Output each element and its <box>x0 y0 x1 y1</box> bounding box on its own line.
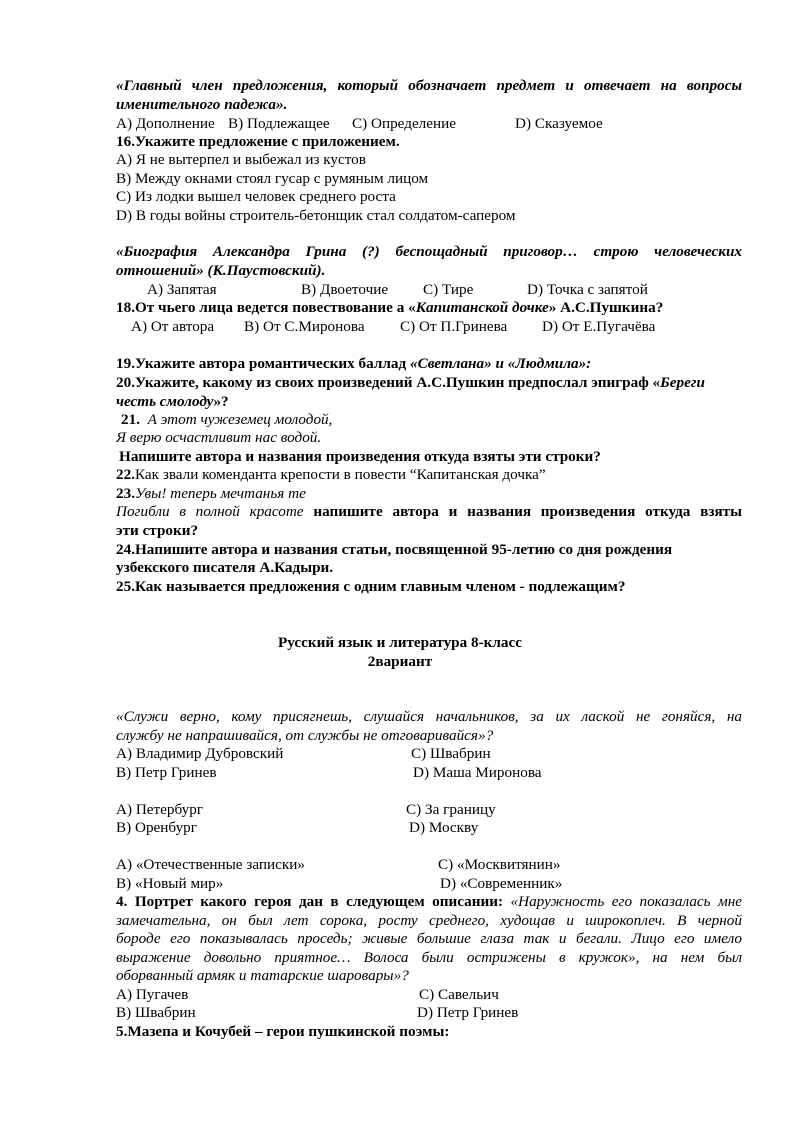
v2-q4-question: 4. Портрет какого героя дан в следующем описании: «Наружность его показалась мне <box>116 893 742 910</box>
q15-option-c: С) Определение <box>352 115 456 132</box>
q18-option-a: А) От автора <box>131 318 215 335</box>
q16-option-b: В) Между окнами стоял гусар с румяным лицом <box>116 170 429 187</box>
q15-option-b: В) Подлежащее <box>228 115 330 132</box>
q17-option-d: D) Точка с запятой <box>527 281 648 298</box>
q23-task-line-2: эти строки? <box>116 522 199 539</box>
q20-question-line-2: честь смолоду»? <box>116 393 229 410</box>
q16-option-a: А) Я не вытерпел и выбежал из кустов <box>116 151 366 168</box>
v2-q4-option-b: В) Швабрин <box>116 1004 196 1021</box>
q17-option-b: В) Двоеточие <box>301 281 389 298</box>
q17-text-line-2: отношений» (К.Паустовский). <box>116 262 326 279</box>
q21-verse-line-1: 21. А этот чужеземец молодой, <box>121 411 333 428</box>
q24-question-line-2: узбекского писателя А.Кадыри. <box>116 559 334 576</box>
v2-q1-text-line-2: службу не напрашивайся, от службы не отговаривайся»? <box>116 727 494 744</box>
q18-option-d: D) От Е.Пугачёва <box>542 318 656 335</box>
q19-question: 19.Укажите автора романтических баллад «Светлана» и «Людмила»: <box>116 355 592 372</box>
q15-option-a: А) Дополнение <box>116 115 215 132</box>
section-title: Русский язык и литература 8-класс <box>277 634 522 651</box>
q16-question: 16.Укажите предложение с приложением. <box>116 133 400 150</box>
v2-q1-option-c: С) Швабрин <box>411 745 491 762</box>
q17-text-line-1: «Биография Александра Грина (?) беспощадный приговор… строю человеческих <box>116 243 742 260</box>
v2-q3-option-c: С) «Москвитянин» <box>438 856 561 873</box>
variant-title: 2вариант <box>367 653 433 670</box>
v2-q2-option-a: А) Петербург <box>116 801 204 818</box>
q24-question-line-1: 24.Напишите автора и названия статьи, посвященной 95-летию со дня рождения <box>116 541 673 558</box>
q25-question: 25.Как называется предложения с одним главным членом - подлежащим? <box>116 578 626 595</box>
v2-q1-text-line-1: «Служи верно, кому присягнешь, слушайся начальников, за их лаской не гоняйся, на <box>116 708 742 725</box>
q17-option-a: А) Запятая <box>147 281 217 298</box>
v2-q1-option-b: В) Петр Гринев <box>116 764 217 781</box>
v2-q4-text-line-2: замечательна, он был лет сорока, росту среднего, худощав и широкоплеч. В черной <box>116 912 742 929</box>
q16-option-c: С) Из лодки вышел человек среднего роста <box>116 188 396 205</box>
q16-option-d: D) В годы войны строитель-бетонщик стал солдатом-сапером <box>116 207 516 224</box>
v2-q1-option-d: D) Маша Миронова <box>413 764 542 781</box>
v2-q4-option-d: D) Петр Гринев <box>417 1004 519 1021</box>
q21-verse-line-2: Я верю осчастливит нас водой. <box>116 429 322 446</box>
v2-q4-text-line-3: бороде его показывалась проседь; живые большие глаза так и бегали. Лицо его имело <box>116 930 742 947</box>
q23-verse-line-2: Погибли в полной красоте напишите автора и названия произведения откуда взяты <box>116 503 742 520</box>
v2-q1-option-a: А) Владимир Дубровский <box>116 745 284 762</box>
v2-q2-option-c: С) За границу <box>406 801 496 818</box>
q22-question: 22.Как звали коменданта крепости в повести “Капитанская дочка” <box>116 466 546 483</box>
q23-verse-line-1: 23.Увы! теперь мечтанья те <box>116 485 306 502</box>
v2-q4-text-line-4: выражение довольно приятное… Волоса были острижены в кружок», на нем был <box>116 949 742 966</box>
q18-option-c: С) От П.Гринева <box>400 318 508 335</box>
v2-q3-option-b: В) «Новый мир» <box>116 875 224 892</box>
v2-q3-option-d: D) «Современник» <box>440 875 563 892</box>
q18-option-b: В) От С.Миронова <box>244 318 365 335</box>
v2-q2-option-b: В) Оренбург <box>116 819 197 836</box>
q18-question: 18.От чьего лица ведется повествование а «Капитанской дочке» А.С.Пушкина? <box>116 299 664 316</box>
q15-text-line-1: «Главный член предложения, который обозначает предмет и отвечает на вопросы <box>116 77 742 94</box>
v2-q4-text-line-5: оборванный армяк и татарские шаровары»? <box>116 967 409 984</box>
v2-q4-option-a: А) Пугачев <box>116 986 189 1003</box>
v2-q5-question: 5.Мазепа и Кочубей – герои пушкинской поэмы: <box>116 1023 450 1040</box>
v2-q4-option-c: С) Савельич <box>419 986 499 1003</box>
q21-task: Напишите автора и названия произведения откуда взяты эти строки? <box>119 448 601 465</box>
q20-question-line-1: 20.Укажите, какому из своих произведений А.С.Пушкин предпослал эпиграф «Береги <box>116 374 705 391</box>
q17-option-c: С) Тире <box>423 281 474 298</box>
v2-q2-option-d: D) Москву <box>409 819 479 836</box>
q15-text-line-2: именительного падежа». <box>116 96 288 113</box>
q15-option-d: D) Сказуемое <box>515 115 603 132</box>
v2-q3-option-a: А) «Отечественные записки» <box>116 856 305 873</box>
